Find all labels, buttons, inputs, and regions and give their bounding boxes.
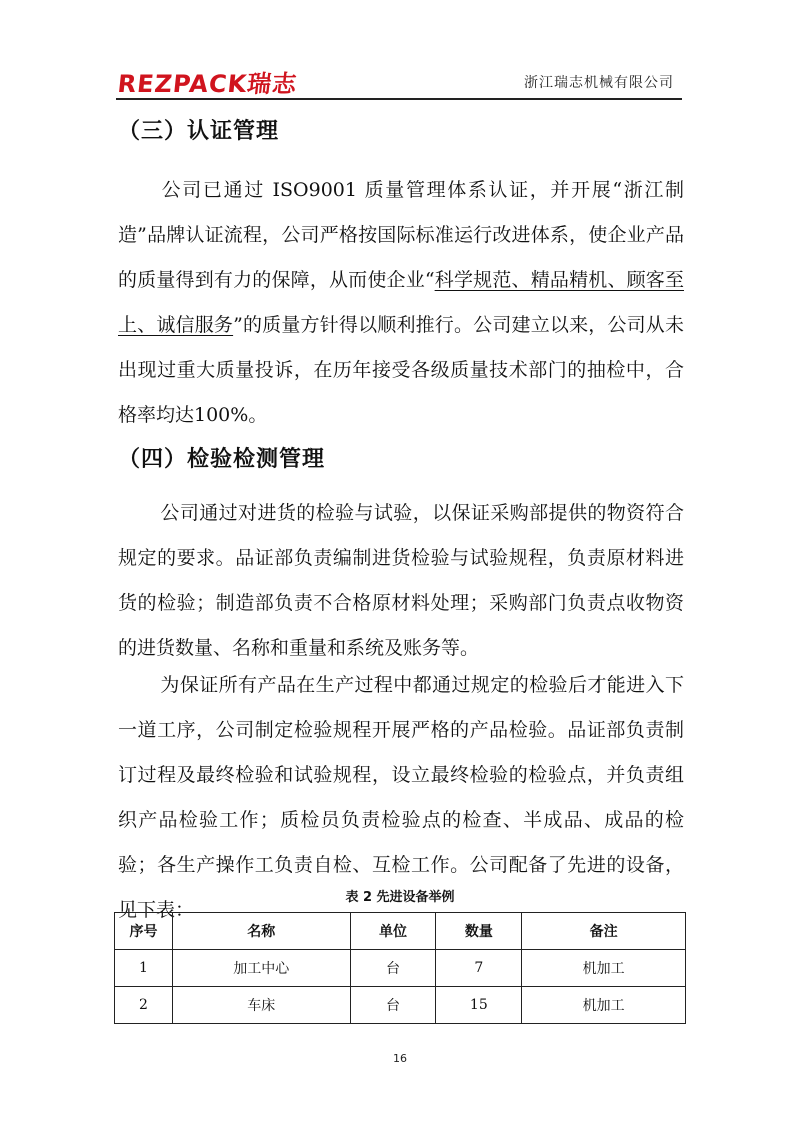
company-logo — [118, 64, 297, 99]
col-header-index: 序号 — [115, 913, 173, 950]
cell-remark: 机加工 — [522, 950, 686, 987]
col-header-quantity: 数量 — [436, 913, 522, 950]
cell-remark: 机加工 — [522, 987, 686, 1024]
cell-quantity: 7 — [436, 950, 522, 987]
section-3-text-after: ”的质量方针得以顺利推行。公司建立以来，公司从未出现过重大质量投诉，在历年接受各级质量技术部门的抽检中，合格率均达100%。 — [118, 314, 684, 426]
section-4-paragraph-2-text: 为保证所有产品在生产过程中都通过规定的检验后才能进入下一道工序，公司制定检验规程开展严格的产品检验。品证部负责制订过程及最终检验和试验规程，设立最终检验的检验点，并负责组织产品检验工作；质检员负责检验点的检查、半成品、成品的检验；各生产操作工负责自检、互检工作。公司配备了先进的设备，见下表： — [118, 674, 684, 921]
page-header — [118, 62, 682, 98]
cell-name: 车床 — [172, 987, 350, 1024]
logo-text: REZPACK瑞志 — [116, 70, 299, 98]
section-3-heading: （三）认证管理 — [118, 119, 280, 144]
col-header-name: 名称 — [172, 913, 350, 950]
section-3-paragraph — [118, 168, 684, 438]
section-4-heading: （四）检验检测管理 — [118, 447, 326, 472]
section-3-text-before: 公司已通过 ISO9001 质量管理体系认证，并开展“浙江制造”品牌认证流程，公司严格按国际标准运行改进体系，使企业产品的质量得到有力的保障，从而使企业“ — [118, 179, 684, 291]
table-row — [115, 950, 686, 987]
cell-name: 加工中心 — [172, 950, 350, 987]
equipment-table — [114, 912, 686, 1024]
section-4-paragraph-1 — [118, 491, 684, 671]
cell-quantity: 15 — [436, 987, 522, 1024]
company-name: 浙江瑞志机械有限公司 — [524, 75, 674, 91]
table-header-row — [115, 913, 686, 950]
quality-policy-underlined: 科学规范、精品精机、顾客至上、诚信服务 — [118, 269, 684, 336]
section-4-paragraph-1-text: 公司通过对进货的检验与试验，以保证采购部提供的物资符合规定的要求。品证部负责编制进货检验与试验规程，负责原材料进货的检验；制造部负责不合格原材料处理；采购部门负责点收物资的进货数量、名称和重量和系统及账务等。 — [118, 502, 684, 659]
cell-unit: 台 — [350, 987, 436, 1024]
col-header-unit: 单位 — [350, 913, 436, 950]
header-divider — [116, 98, 682, 100]
cell-index: 1 — [115, 950, 173, 987]
cell-unit: 台 — [350, 950, 436, 987]
cell-index: 2 — [115, 987, 173, 1024]
table-row — [115, 987, 686, 1024]
table-caption: 表 2 先进设备举例 — [345, 890, 455, 905]
page-number: 16 — [393, 1052, 407, 1065]
col-header-remark: 备注 — [522, 913, 686, 950]
